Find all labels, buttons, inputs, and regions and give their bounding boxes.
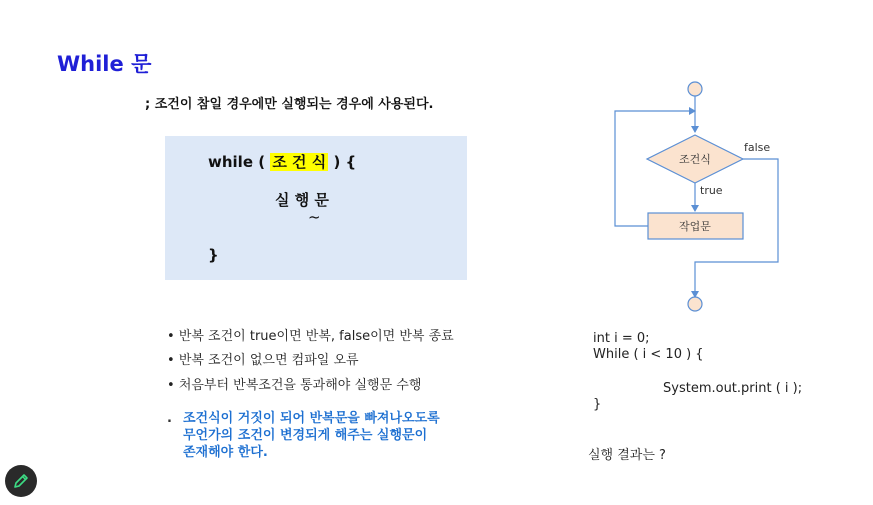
bullet-item: • 반복 조건이 true이면 반복, false이면 반복 종료 — [167, 329, 454, 344]
code-line: While ( i < 10 ) { — [593, 347, 704, 362]
note-line: 존재해야 한다. — [183, 445, 268, 460]
process-label: 작업문 — [679, 220, 711, 233]
subtitle: ; 조건이 참일 경우에만 실행되는 경우에 사용된다. — [145, 97, 434, 112]
while-keyword: while ( — [208, 153, 266, 171]
syntax-line-while — [208, 151, 356, 172]
syntax-close-brace: } — [208, 246, 219, 264]
true-label: true — [700, 184, 723, 197]
note-line: 무언가의 조건이 변경되게 해주는 실행문이 — [183, 428, 428, 443]
condition-highlight: 조 건 식 — [272, 153, 327, 171]
code-line: System.out.print ( i ); — [663, 381, 803, 396]
bullet-item: • 처음부터 반복조건을 통과해야 실행문 수행 — [167, 378, 422, 393]
pencil-icon — [12, 472, 30, 490]
note-block — [167, 410, 487, 464]
result-question: 실행 결과는 ? — [588, 448, 666, 463]
syntax-tilde: ~ — [308, 208, 321, 226]
false-label: false — [744, 141, 771, 154]
code-line: int i = 0; — [593, 331, 650, 346]
syntax-box — [165, 136, 467, 280]
bullet-item: • 반복 조건이 없으면 컴파일 오류 — [167, 353, 359, 368]
while-flowchart — [600, 75, 800, 320]
note-line: 조건식이 거짓이 되어 반복문을 빠져나오도록 — [183, 411, 440, 426]
open-brace: ) { — [333, 153, 357, 171]
code-line: } — [593, 397, 602, 412]
note-dot: . — [167, 411, 172, 426]
start-node — [688, 82, 702, 96]
end-node — [688, 297, 702, 311]
condition-label: 조건식 — [679, 153, 711, 166]
edit-button[interactable] — [5, 465, 37, 497]
page-title: While 문 — [57, 52, 152, 76]
syntax-body: 실 행 문 — [275, 191, 329, 209]
